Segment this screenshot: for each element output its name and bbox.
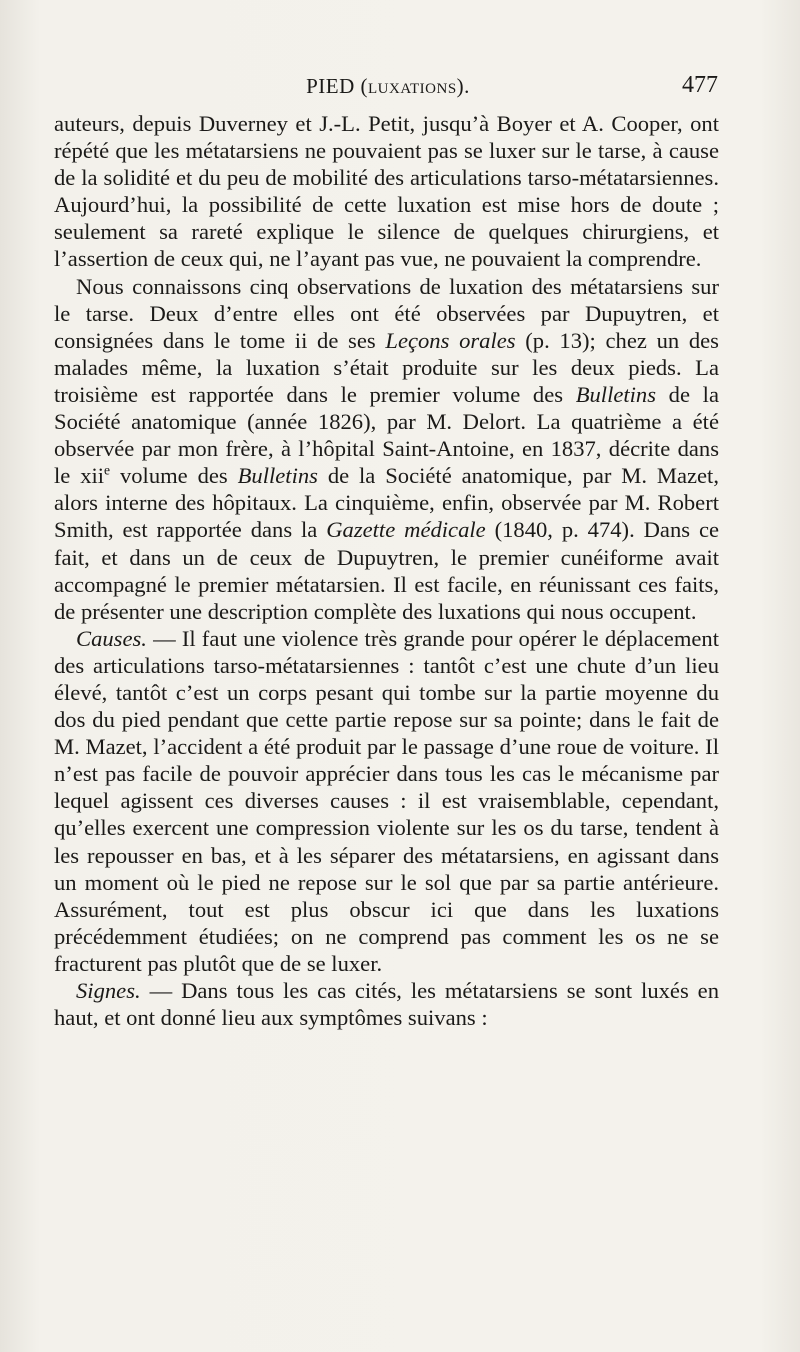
running-head-small-caps: luxations: [368, 74, 457, 98]
paragraph-text: de la Société anatomique, par M. Mazet, alors interne des hôpitaux. La cinquième, enfin, observée par M. Robert Smith, est rapportée dans la: [54, 463, 719, 543]
paragraph-text: (p. 13); chez un des malades même, la luxation s’était produite sur les deux pieds. La troisième est rapportée dans le premier volume des: [54, 327, 719, 407]
running-head-pre: PIED (: [306, 74, 368, 98]
paragraph-text: — Dans tous les cas cités, les métatarsiens se sont luxés en haut, et ont donné lieu aux symptômes suivans :: [54, 978, 719, 1031]
italic-title-bulletins: Bulletins: [575, 381, 657, 407]
paragraph-text: de la Société anatomique (année 1826), par M. Delort. La quatrième a été observée par mon frère, à l’hôpital Saint-Antoine, en 1837, décrite dans le xii: [54, 381, 719, 489]
section-label-causes: Causes.: [76, 625, 147, 651]
paragraph-text: auteurs, depuis Duverney et J.-L. Petit, jusqu’à Boyer et A. Cooper, ont répété que les métatarsiens ne pouvaient pas se luxer sur le tarse, à cause de la solidité et du peu de mobilité des articulations tarso-métatarsiennes. Aujourd’hui, la possibilité de cette luxation est mise hors de doute ; seulement sa rareté explique le silence de quelques chirurgiens, et l’assertion de ceux qui, ne l’ayant pas vue, ne pouvaient la comprendre.: [54, 111, 719, 272]
page-number: 477: [682, 72, 718, 98]
italic-title-bulletins: Bulletins: [237, 463, 318, 489]
italic-title-gazette-medicale: Gazette médicale: [326, 517, 486, 543]
paragraph-text: Nous connaissons cinq observations de luxation des métatarsiens sur le tarse. Deux d’entre elles ont été observées par Dupuytren, et consignées dans le tome ii de ses: [54, 273, 719, 353]
running-head: [58, 74, 718, 99]
body-text: [54, 110, 719, 1031]
page-header: [58, 70, 718, 102]
paragraph-text: — Il faut une violence très grande pour opérer le déplacement des articulations tarso-métatarsiennes : tantôt c’est une chute d’un lieu élevé, tantôt c’est un corps pesant qui tombe sur la partie moyenne du dos du pied pendant que cette partie repose sur sa pointe; dans le fait de M. Mazet, l’accident a été produit par le passage d’une roue de voiture. Il n’est pas facile de pouvoir apprécier dans tous les cas le mécanisme par lequel agissent ces diverses causes : il est vraisemblable, cependant, qu’elles exercent une compression violente sur les os du tarse, tendent à les repousser en bas, et à les séparer des métatarsiens, en agissant dans un moment où le pied ne repose sur le sol que par sa partie antérieure. Assurément, tout est plus obscur ici que dans les luxations précédemment étudiées; on ne comprend pas comment les os ne se fracturent pas plutôt que de se luxer.: [54, 625, 719, 976]
paragraph-observations: [54, 273, 719, 625]
italic-title-lecons-orales: Leçons orales: [385, 327, 516, 353]
section-label-signes: Signes.: [76, 978, 141, 1003]
paragraph-text: (1840, p. 474). Dans ce fait, et dans un de ceux de Dupuytren, le premier cunéiforme avait accompagné le premier métatarsien. Il est facile, en réunissant ces faits, de présenter une description complète des luxations qui nous occupent.: [54, 517, 720, 624]
superscript: e: [104, 462, 111, 478]
paragraph-continuation: [54, 110, 719, 273]
running-head-post: ).: [456, 74, 470, 98]
paragraph-causes: [54, 625, 719, 977]
paragraph-signes: [54, 977, 719, 1031]
paragraph-text: volume des: [110, 463, 238, 489]
